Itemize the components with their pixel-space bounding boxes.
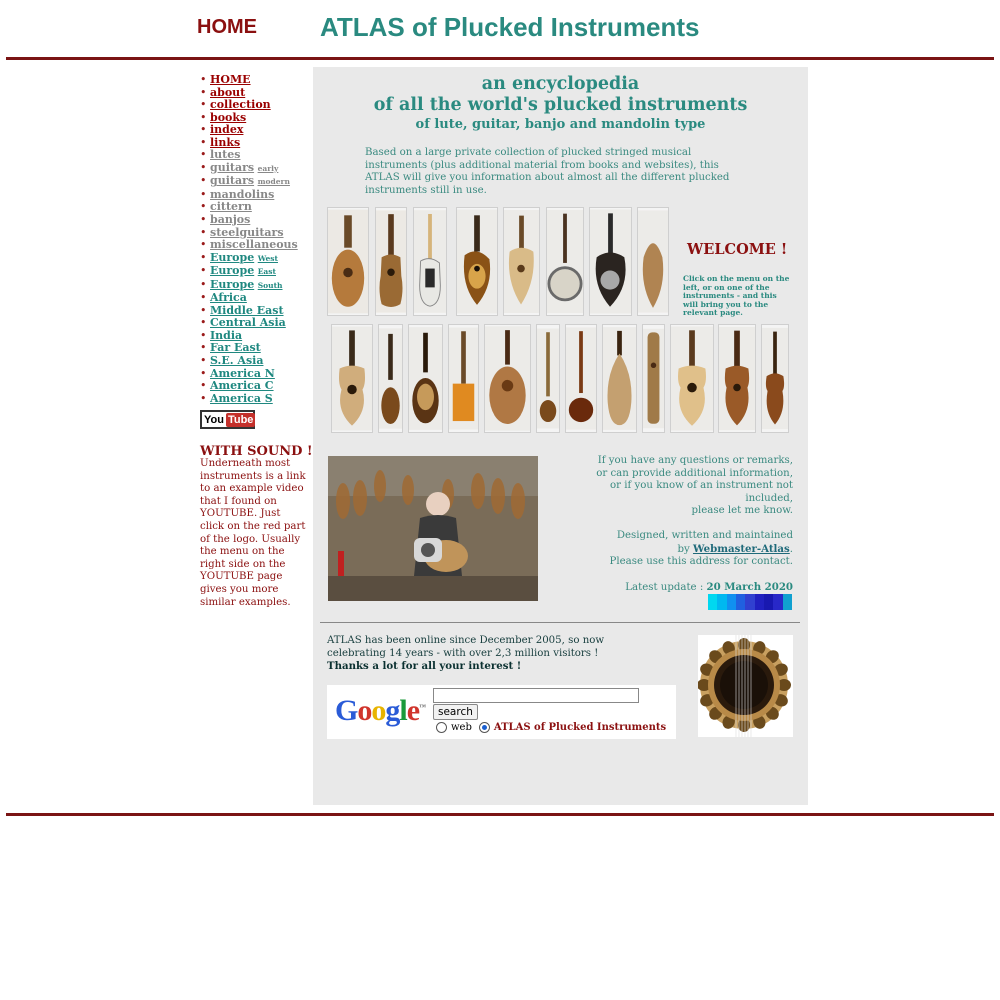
menu-link[interactable]: guitars [210,174,255,188]
menu-link[interactable]: Africa [210,291,247,305]
google-logo-letter: g [385,694,400,727]
contact-line: If you have any questions or remarks, [597,455,793,466]
color-swatch [755,594,764,610]
bottom-divider [6,813,994,816]
harp-guitar-thumbnail[interactable] [503,207,540,316]
webmaster-line [560,543,793,557]
bouzouki-thumbnail[interactable] [484,324,531,433]
google-logo[interactable] [335,694,425,728]
top-divider [6,57,994,60]
menu-link[interactable]: lutes [210,148,241,162]
resonator-thumbnail[interactable] [589,207,632,316]
menu-bullet: • [200,110,210,124]
menu-link[interactable]: India [210,328,243,342]
radio-web-label: web [451,722,472,733]
menu-bullet: • [200,379,210,393]
contact-line: or if you know of an instrument not included, [610,480,793,504]
menu-link[interactable]: guitars [210,160,255,174]
welcome-title: WELCOME ! [687,241,788,258]
color-swatch [727,594,736,610]
update-date: 20 March 2020 [706,581,793,593]
youtube-logo[interactable] [200,410,255,429]
pipa-thumbnail[interactable] [602,324,637,433]
menu-bullet: • [200,213,210,227]
heading-types: of lute, guitar, banjo and mandolin type [415,117,706,132]
online-line: celebrating 14 years - with over 2,3 million visitors ! [327,647,599,659]
radio-site[interactable] [479,722,490,733]
menu-link[interactable]: books [210,110,247,124]
menu-tag-link[interactable]: West [257,253,278,263]
heading-encyclopedia: an encyclopedia [481,74,640,94]
period: . [789,543,793,555]
home-title[interactable]: HOME [197,16,257,38]
google-logo-letter: G [335,694,358,727]
menu-bullet: • [200,200,210,214]
color-swatch [764,594,773,610]
menu-bullet: • [200,160,210,174]
menu-bullet: • [200,391,210,405]
thanks-text: Thanks a lot for all your interest ! [327,660,522,672]
contact-address-line: Please use this address for contact. [609,556,793,567]
heading-world-instruments: of all the world's plucked instruments [373,95,748,115]
mandolin-thumbnail[interactable] [456,207,498,316]
menu-item[interactable] [200,393,310,406]
menu-link[interactable]: HOME [210,73,251,86]
update-label: Latest update : [625,582,704,593]
menu-bullet: • [200,123,210,137]
menu-bullet: • [200,341,210,355]
menu-bullet: • [200,264,210,278]
menu-bullet: • [200,148,210,162]
site-title: ATLAS of Plucked Instruments [320,12,700,42]
menu-link[interactable]: America C [210,379,274,393]
menu-item[interactable] [200,175,310,189]
google-tm: ™ [419,703,426,711]
cigarbox-thumbnail[interactable] [448,324,479,433]
search-input[interactable] [433,688,639,703]
color-swatch [783,594,792,610]
menu-link[interactable]: collection [210,98,271,112]
sitar-thumbnail[interactable] [565,324,597,433]
menu-bullet: • [200,174,210,188]
menu-bullet: • [200,187,210,201]
menu-link[interactable]: America N [210,366,275,380]
rosette-image [698,635,793,737]
radio-site-label: ATLAS of Plucked Instruments [493,722,667,733]
menu-link[interactable]: cittern [210,200,252,214]
charango-thumbnail[interactable] [718,324,756,433]
setar-thumbnail[interactable] [536,324,560,433]
color-swatch [708,594,717,610]
youtube-tube-text[interactable]: Tube [227,413,254,426]
menu-item[interactable] [200,279,310,293]
menu-bullet: • [200,316,210,330]
menu-link[interactable]: S.E. Asia [210,354,264,368]
menu-bullet: • [200,328,210,342]
menu-bullet: • [200,250,210,264]
section-divider [320,622,800,623]
welcome-instructions: Click on the menu on the left, or on one of the instruments - and this will bring you to the relevant page. [683,274,790,317]
menu-link[interactable]: Europe [210,250,255,264]
contact-block [560,455,793,595]
cuatro-thumbnail[interactable] [670,324,714,433]
color-swatch [745,594,754,610]
designed-line: Designed, written and maintained [616,530,793,541]
contact-line: please let me know. [691,505,793,516]
menu-item[interactable] [200,162,310,176]
youtube-you-text: You [204,413,224,426]
ukulele-thumbnail[interactable] [761,324,789,433]
menu-item[interactable] [200,265,310,279]
menu-link[interactable]: Europe [210,277,255,291]
menu-bullet: • [200,354,210,368]
with-sound-text: Underneath most instruments is a link to an example video that I found on YOUTUBE. Just click on the red part of the logo. Usually the menu on the right side on the YOUTUBE page gives you more similar examples. [200,458,306,608]
collection-photo [328,456,538,601]
webmaster-link[interactable]: Webmaster-Atlas [692,542,790,555]
menu-link[interactable]: Central Asia [210,316,286,330]
menu-link[interactable]: links [210,135,241,149]
menu-link[interactable]: steelguitars [210,225,284,239]
menu-tag-link[interactable]: modern [257,177,290,187]
banjo-thumbnail[interactable] [546,207,584,316]
menu-link[interactable]: Middle East [210,303,284,317]
electric-guitar-thumbnail[interactable] [413,207,447,316]
by-text: by [677,543,690,555]
intro-paragraph: Based on a large private collection of plucked stringed musical instruments (plus additional material from books and websites), this ATLAS will give you information about almost all the different plucked instruments still in use. [365,147,730,196]
menu-bullet: • [200,277,210,291]
menu-bullet: • [200,135,210,149]
menu-link[interactable]: America S [210,391,273,405]
color-swatch [736,594,745,610]
menu-bullet: • [200,85,210,99]
online-text [327,635,627,674]
google-logo-letter: o [371,694,386,727]
menu-link[interactable]: Far East [210,341,261,355]
radio-web[interactable] [436,722,447,733]
contact-line: or can provide additional information, [596,467,793,479]
menu-item[interactable] [200,252,310,266]
menu-link[interactable]: mandolins [210,187,275,201]
color-bar [708,594,792,610]
neapolitan-mandolin-thumbnail[interactable] [408,324,443,433]
color-swatch [717,594,726,610]
guitar-thumbnail[interactable] [331,324,373,433]
menu-bullet: • [200,238,210,252]
menu-tag-link[interactable]: early [257,163,279,173]
google-logo-letter: o [357,694,372,727]
search-scope [436,722,666,733]
menu-bullet: • [200,225,210,239]
search-button[interactable]: search [433,704,478,720]
carved-lute-thumbnail[interactable] [642,324,665,433]
online-line: ATLAS has been online since December 2005, so now [327,635,605,646]
menu-tag-link[interactable]: East [257,267,276,277]
menu-tag-link[interactable]: South [257,280,283,290]
menu-link[interactable]: Europe [210,264,255,278]
menu-bullet: • [200,366,210,380]
google-logo-letter: e [406,694,420,727]
color-swatch [773,594,782,610]
lute-thumbnail[interactable] [327,207,369,316]
menu-bullet: • [200,98,210,112]
with-sound-heading: WITH SOUND ! [200,444,313,459]
early-guitar-thumbnail[interactable] [375,207,407,316]
latest-update [560,581,793,595]
menu-bullet: • [200,303,210,317]
bowl-mandolin-thumbnail[interactable] [378,324,403,433]
oud-thumbnail[interactable] [637,207,669,316]
menu-link[interactable]: miscellaneous [210,238,298,252]
google-logo-letter: l [399,694,407,727]
menu-link[interactable]: banjos [210,213,251,227]
menu-link[interactable]: about [210,85,246,99]
menu-bullet: • [200,291,210,305]
sidebar-menu [200,74,310,405]
menu-bullet: • [200,73,210,86]
menu-link[interactable]: index [210,123,244,137]
